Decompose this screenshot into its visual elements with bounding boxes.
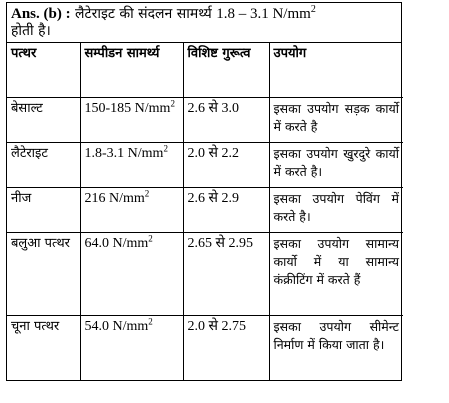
table-row <box>7 188 403 233</box>
answer-text-part1: लैटेराइट की संदलन सामर्थ्य <box>75 6 212 22</box>
table-row <box>7 316 403 381</box>
answer-range <box>216 6 316 22</box>
answer-range-sup: 2 <box>310 4 316 15</box>
cell-strength-sup: 2 <box>163 143 168 154</box>
cell-use: इसका उपयोग सड़क कार्यो में करते है <box>269 98 403 143</box>
cell-strength-value: 64.0 N/mm <box>84 236 149 251</box>
cell-gravity: 2.65 से 2.95 <box>183 233 269 316</box>
cell-strength-value: 1.8-3.1 N/mm <box>84 146 164 161</box>
table-header-row <box>7 43 403 98</box>
cell-stone: बेसाल्ट <box>7 98 80 143</box>
cell-use: इसका उपयोग पेविंग में करते है। <box>269 188 403 233</box>
cell-stone: चूना पत्थर <box>7 316 80 381</box>
stone-properties-table <box>7 43 403 380</box>
answer-range-value: 1.8 – 3.1 N/mm <box>216 6 311 22</box>
cell-gravity: 2.6 से 2.9 <box>183 188 269 233</box>
cell-use: इसका उपयोग खुरदुरे कार्यो में करते है। <box>269 143 403 188</box>
cell-strength <box>80 233 183 316</box>
cell-strength-value: 54.0 N/mm <box>84 319 149 334</box>
cell-strength <box>80 316 183 381</box>
cell-strength-value: 150-185 N/mm <box>84 101 171 116</box>
cell-gravity: 2.0 से 2.2 <box>183 143 269 188</box>
cell-stone: लैटेराइट <box>7 143 80 188</box>
cell-strength-sup: 2 <box>148 316 153 327</box>
cell-strength-sup: 2 <box>144 188 150 199</box>
cell-strength-sup: 2 <box>148 233 153 244</box>
cell-strength <box>80 143 183 188</box>
cell-use: इसका उपयोग सीमेन्ट निर्माण में किया जाता है। <box>269 316 403 381</box>
header-compressive-strength: सम्पीडन सामर्थ्य <box>80 43 183 98</box>
cell-strength <box>80 188 183 233</box>
cell-strength <box>80 98 183 143</box>
table-row <box>7 233 403 316</box>
table-row <box>7 143 403 188</box>
answer-text-part2: होती है। <box>11 23 51 39</box>
cell-strength-sup: 2 <box>170 98 175 109</box>
cell-gravity: 2.0 से 2.75 <box>183 316 269 381</box>
answer-label: Ans. (b) : <box>11 6 71 22</box>
table-row <box>7 98 403 143</box>
cell-stone: बलुआ पत्थर <box>7 233 80 316</box>
answer-statement <box>7 3 401 43</box>
cell-use: इसका उपयोग सामान्य कार्यो में या सामान्य कंक्रीटिंग में करते हैं <box>269 233 403 316</box>
cell-strength-value: 216 N/mm <box>84 191 145 206</box>
answer-document <box>6 2 402 381</box>
header-stone: पत्थर <box>7 43 80 98</box>
header-specific-gravity: विशिष्ट गुरूत्व <box>183 43 269 98</box>
header-use: उपयोग <box>269 43 403 98</box>
cell-stone: नीज <box>7 188 80 233</box>
cell-gravity: 2.6 से 3.0 <box>183 98 269 143</box>
